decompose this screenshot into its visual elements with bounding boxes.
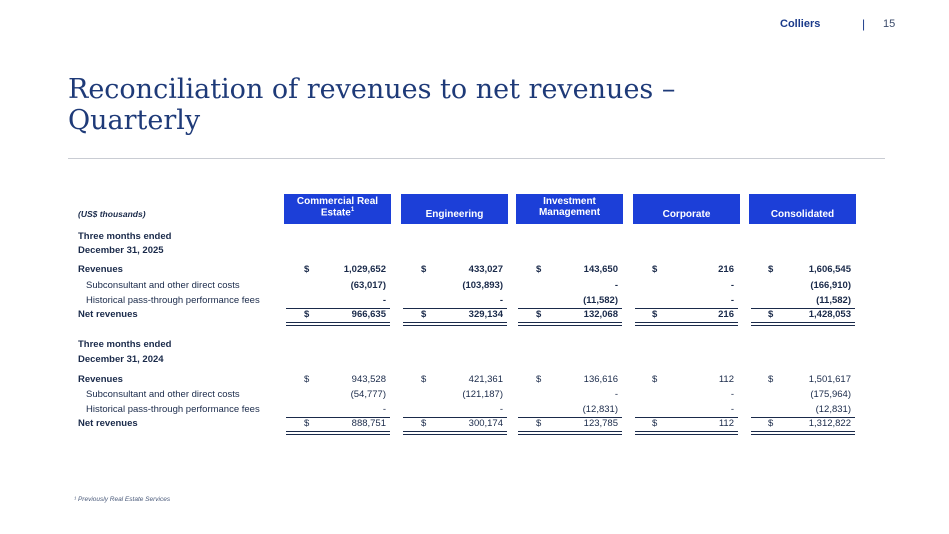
units-label: (US$ thousands) [78,209,146,219]
table-cell: 966,635 [351,309,386,320]
total-double-underline [635,431,738,435]
row-label: Historical pass-through performance fees [86,404,260,415]
table-cell: 1,501,617 [808,374,851,385]
table-cell: - [614,389,618,400]
column-header-line2: Engineering [425,209,484,220]
row-label: Net revenues [78,418,138,429]
table-cell: (175,964) [810,389,851,400]
row-label: Historical pass-through performance fees [86,295,260,306]
table-cell: 433,027 [468,264,503,275]
table-cell: 1,029,652 [343,264,386,275]
column-header-line1: Investment [543,196,596,207]
currency-symbol: $ [652,418,658,429]
table-cell: 943,528 [351,374,386,385]
table-cell: - [382,404,386,415]
table-cell: 112 [718,418,734,429]
table-cell: (11,582) [816,295,851,306]
currency-symbol: $ [536,418,542,429]
table-cell: 123,785 [583,418,618,429]
table-cell: 888,751 [351,418,386,429]
row-label: Revenues [78,264,123,275]
table-cell: 143,650 [583,264,618,275]
currency-symbol: $ [536,374,542,385]
total-double-underline [403,322,507,326]
total-double-underline [286,431,390,435]
table-cell: (103,893) [462,280,503,291]
footnote: ¹ Previously Real Estate Services [74,496,171,503]
table-cell: - [499,404,503,415]
table-cell: - [730,404,734,415]
table-cell: 300,174 [468,418,503,429]
table-cell: 1,312,822 [808,418,851,429]
period-label: December 31, 2024 [78,354,164,365]
header-separator: | [862,17,866,31]
table-cell: 132,068 [583,309,618,320]
column-header-superscript: 1 [350,207,355,213]
table-cell: (121,187) [462,389,503,400]
column-header-line2: Management [538,207,601,218]
total-double-underline [518,322,622,326]
currency-symbol: $ [536,264,542,275]
column-header-line2: Corporate [662,209,711,220]
total-double-underline [635,322,738,326]
table-cell: - [382,295,386,306]
total-double-underline [751,322,855,326]
period-label: Three months ended [78,231,172,242]
currency-symbol: $ [304,309,310,320]
table-cell: (12,831) [815,404,851,415]
period-label: Three months ended [78,339,172,350]
currency-symbol: $ [421,418,427,429]
table-cell: (63,017) [350,280,386,291]
currency-symbol: $ [304,418,310,429]
row-label: Net revenues [78,309,138,320]
table-cell: 112 [718,374,734,385]
total-double-underline [751,431,855,435]
table-cell: (54,777) [350,389,386,400]
table-cell: 1,606,545 [808,264,851,275]
table-cell: 421,361 [468,374,503,385]
currency-symbol: $ [768,264,774,275]
table-cell: 216 [718,309,734,320]
table-cell: - [499,295,503,306]
page-number: 15 [883,18,896,30]
currency-symbol: $ [652,309,658,320]
table-cell: 329,134 [468,309,503,320]
row-label: Subconsultant and other direct costs [86,389,240,400]
table-cell: - [730,295,734,306]
currency-symbol: $ [421,309,427,320]
column-header-consolidated [749,194,856,224]
column-header-line2: Estate [320,207,351,219]
total-double-underline [403,431,507,435]
page-title: Reconciliation of revenues to net revenues – Quarterly [68,74,676,136]
table-cell: 216 [718,264,734,275]
column-header-line1: Commercial Real [296,196,379,207]
currency-symbol: $ [768,418,774,429]
table-cell: (166,910) [810,280,851,291]
brand-logo-text: Colliers [780,18,821,30]
currency-symbol: $ [768,374,774,385]
currency-symbol: $ [652,374,658,385]
column-header-investment-management [516,194,623,224]
currency-symbol: $ [536,309,542,320]
row-label: Subconsultant and other direct costs [86,280,240,291]
table-cell: - [730,389,734,400]
title-divider [68,158,885,159]
column-header-engineering [401,194,508,224]
currency-symbol: $ [304,264,310,275]
row-label: Revenues [78,374,123,385]
currency-symbol: $ [421,374,427,385]
column-header-commercial-real-estate [284,194,391,224]
currency-symbol: $ [421,264,427,275]
table-cell: (12,831) [582,404,618,415]
table-cell: (11,582) [583,295,618,306]
total-double-underline [518,431,622,435]
currency-symbol: $ [768,309,774,320]
period-label: December 31, 2025 [78,245,164,256]
total-double-underline [286,322,390,326]
table-cell: 1,428,053 [808,309,851,320]
currency-symbol: $ [304,374,310,385]
column-header-line2: Consolidated [770,209,835,220]
table-cell: - [730,280,734,291]
table-cell: 136,616 [583,374,618,385]
currency-symbol: $ [652,264,658,275]
column-header-corporate [633,194,740,224]
table-cell: - [614,280,618,291]
